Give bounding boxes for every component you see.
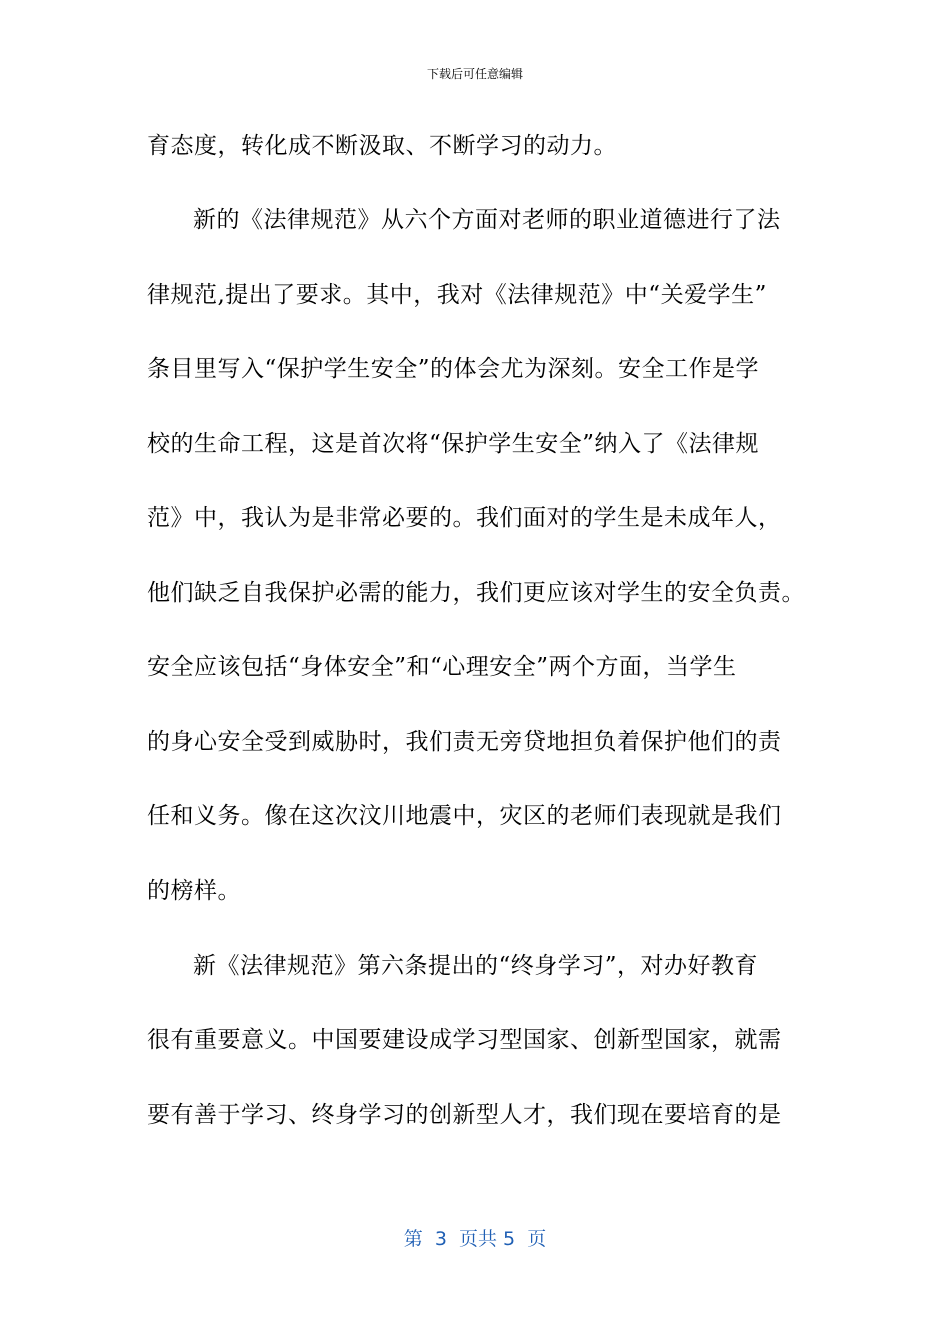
text-line: 他们缺乏自我保护必需的能力，我们更应该对学生的安全负责。: [147, 580, 805, 606]
text-line: 安全应该包括“身体安全”和“心理安全”两个方面，当学生: [147, 654, 737, 680]
text-line: 要有善于学习、终身学习的创新型人才，我们现在要培育的是: [147, 1102, 782, 1128]
text-line: 律规范,提出了要求。其中，我对《法律规范》中“关爱学生”: [147, 282, 767, 308]
text-line: 条目里写入“保护学生安全”的体会尤为深刻。安全工作是学: [147, 356, 760, 382]
text-line: 校的生命工程，这是首次将“保护学生安全”纳入了《法律规: [147, 431, 760, 457]
text-line: 新《法律规范》第六条提出的“终身学习”，对办好教育: [193, 953, 759, 979]
text-line: 范》中，我认为是非常必要的。我们面对的学生是未成年人，: [147, 505, 782, 531]
text-line: 新的《法律规范》从六个方面对老师的职业道德进行了法: [193, 207, 781, 233]
text-line: 育态度，转化成不断汲取、不断学习的动力。: [147, 133, 617, 159]
text-line: 的榜样。: [147, 878, 241, 904]
page-header: 下载后可任意编辑: [426, 67, 523, 81]
text-line: 的身心安全受到威胁时，我们责无旁贷地担负着保护他们的责: [147, 729, 782, 755]
text-line: 任和义务。像在这次汶川地震中，灾区的老师们表现就是我们: [147, 803, 782, 829]
page-footer: 第 3 页共 5 页: [403, 1228, 547, 1250]
text-line: 很有重要意义。中国要建设成学习型国家、创新型国家，就需: [147, 1027, 782, 1053]
